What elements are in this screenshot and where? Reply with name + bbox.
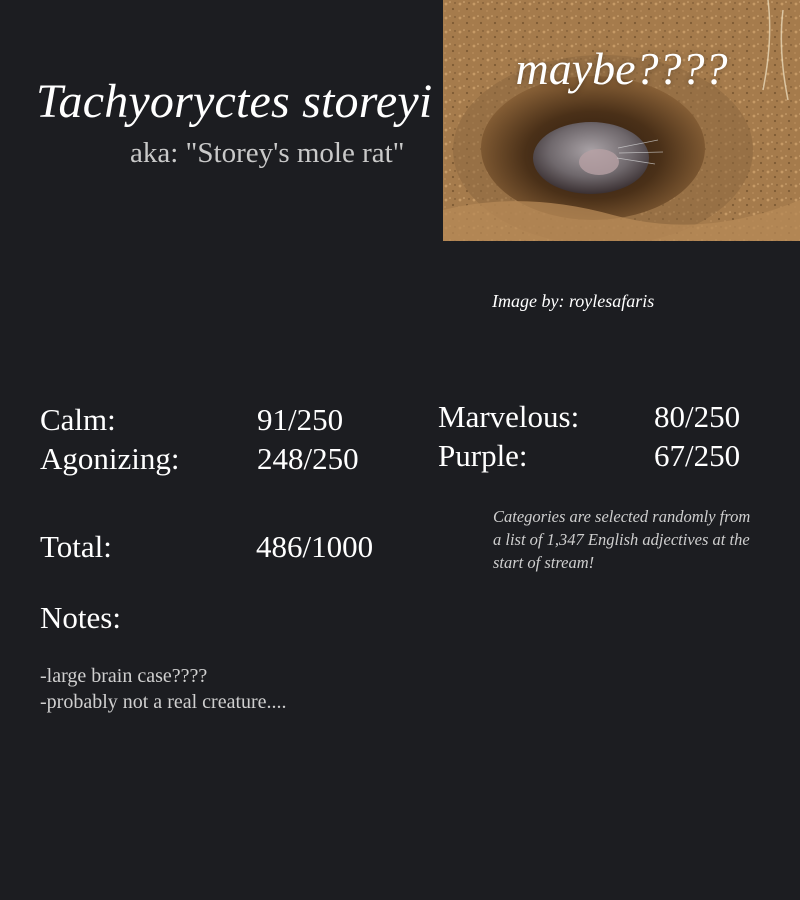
stat-label-purple: Purple: — [438, 438, 528, 473]
photo-overlay-caption: maybe???? — [515, 43, 728, 94]
stat-label-marvelous: Marvelous: — [438, 399, 580, 434]
note-item: -probably not a real creature.... — [40, 691, 287, 713]
stat-value-purple: 67/250 — [654, 438, 741, 473]
image-credit: Image by: roylesafaris — [492, 291, 655, 311]
total-label: Total: — [40, 529, 112, 564]
category-disclaimer: Categories are selected randomly from a list of 1,347 English adjectives at the start of stream! — [493, 507, 751, 572]
stat-value-agonizing: 248/250 — [257, 441, 359, 476]
stat-label-agonizing: Agonizing: — [40, 441, 180, 476]
stat-label-calm: Calm: — [40, 402, 116, 437]
stat-value-marvelous: 80/250 — [654, 399, 741, 434]
stat-value-calm: 91/250 — [257, 402, 344, 437]
common-name: aka: "Storey's mole rat" — [130, 137, 405, 169]
animal-photo — [443, 0, 800, 241]
notes-heading: Notes: — [40, 600, 121, 635]
species-title: Tachyoryctes storeyi — [36, 75, 433, 128]
note-item: -large brain case???? — [40, 665, 208, 687]
total-value: 486/1000 — [256, 529, 374, 564]
